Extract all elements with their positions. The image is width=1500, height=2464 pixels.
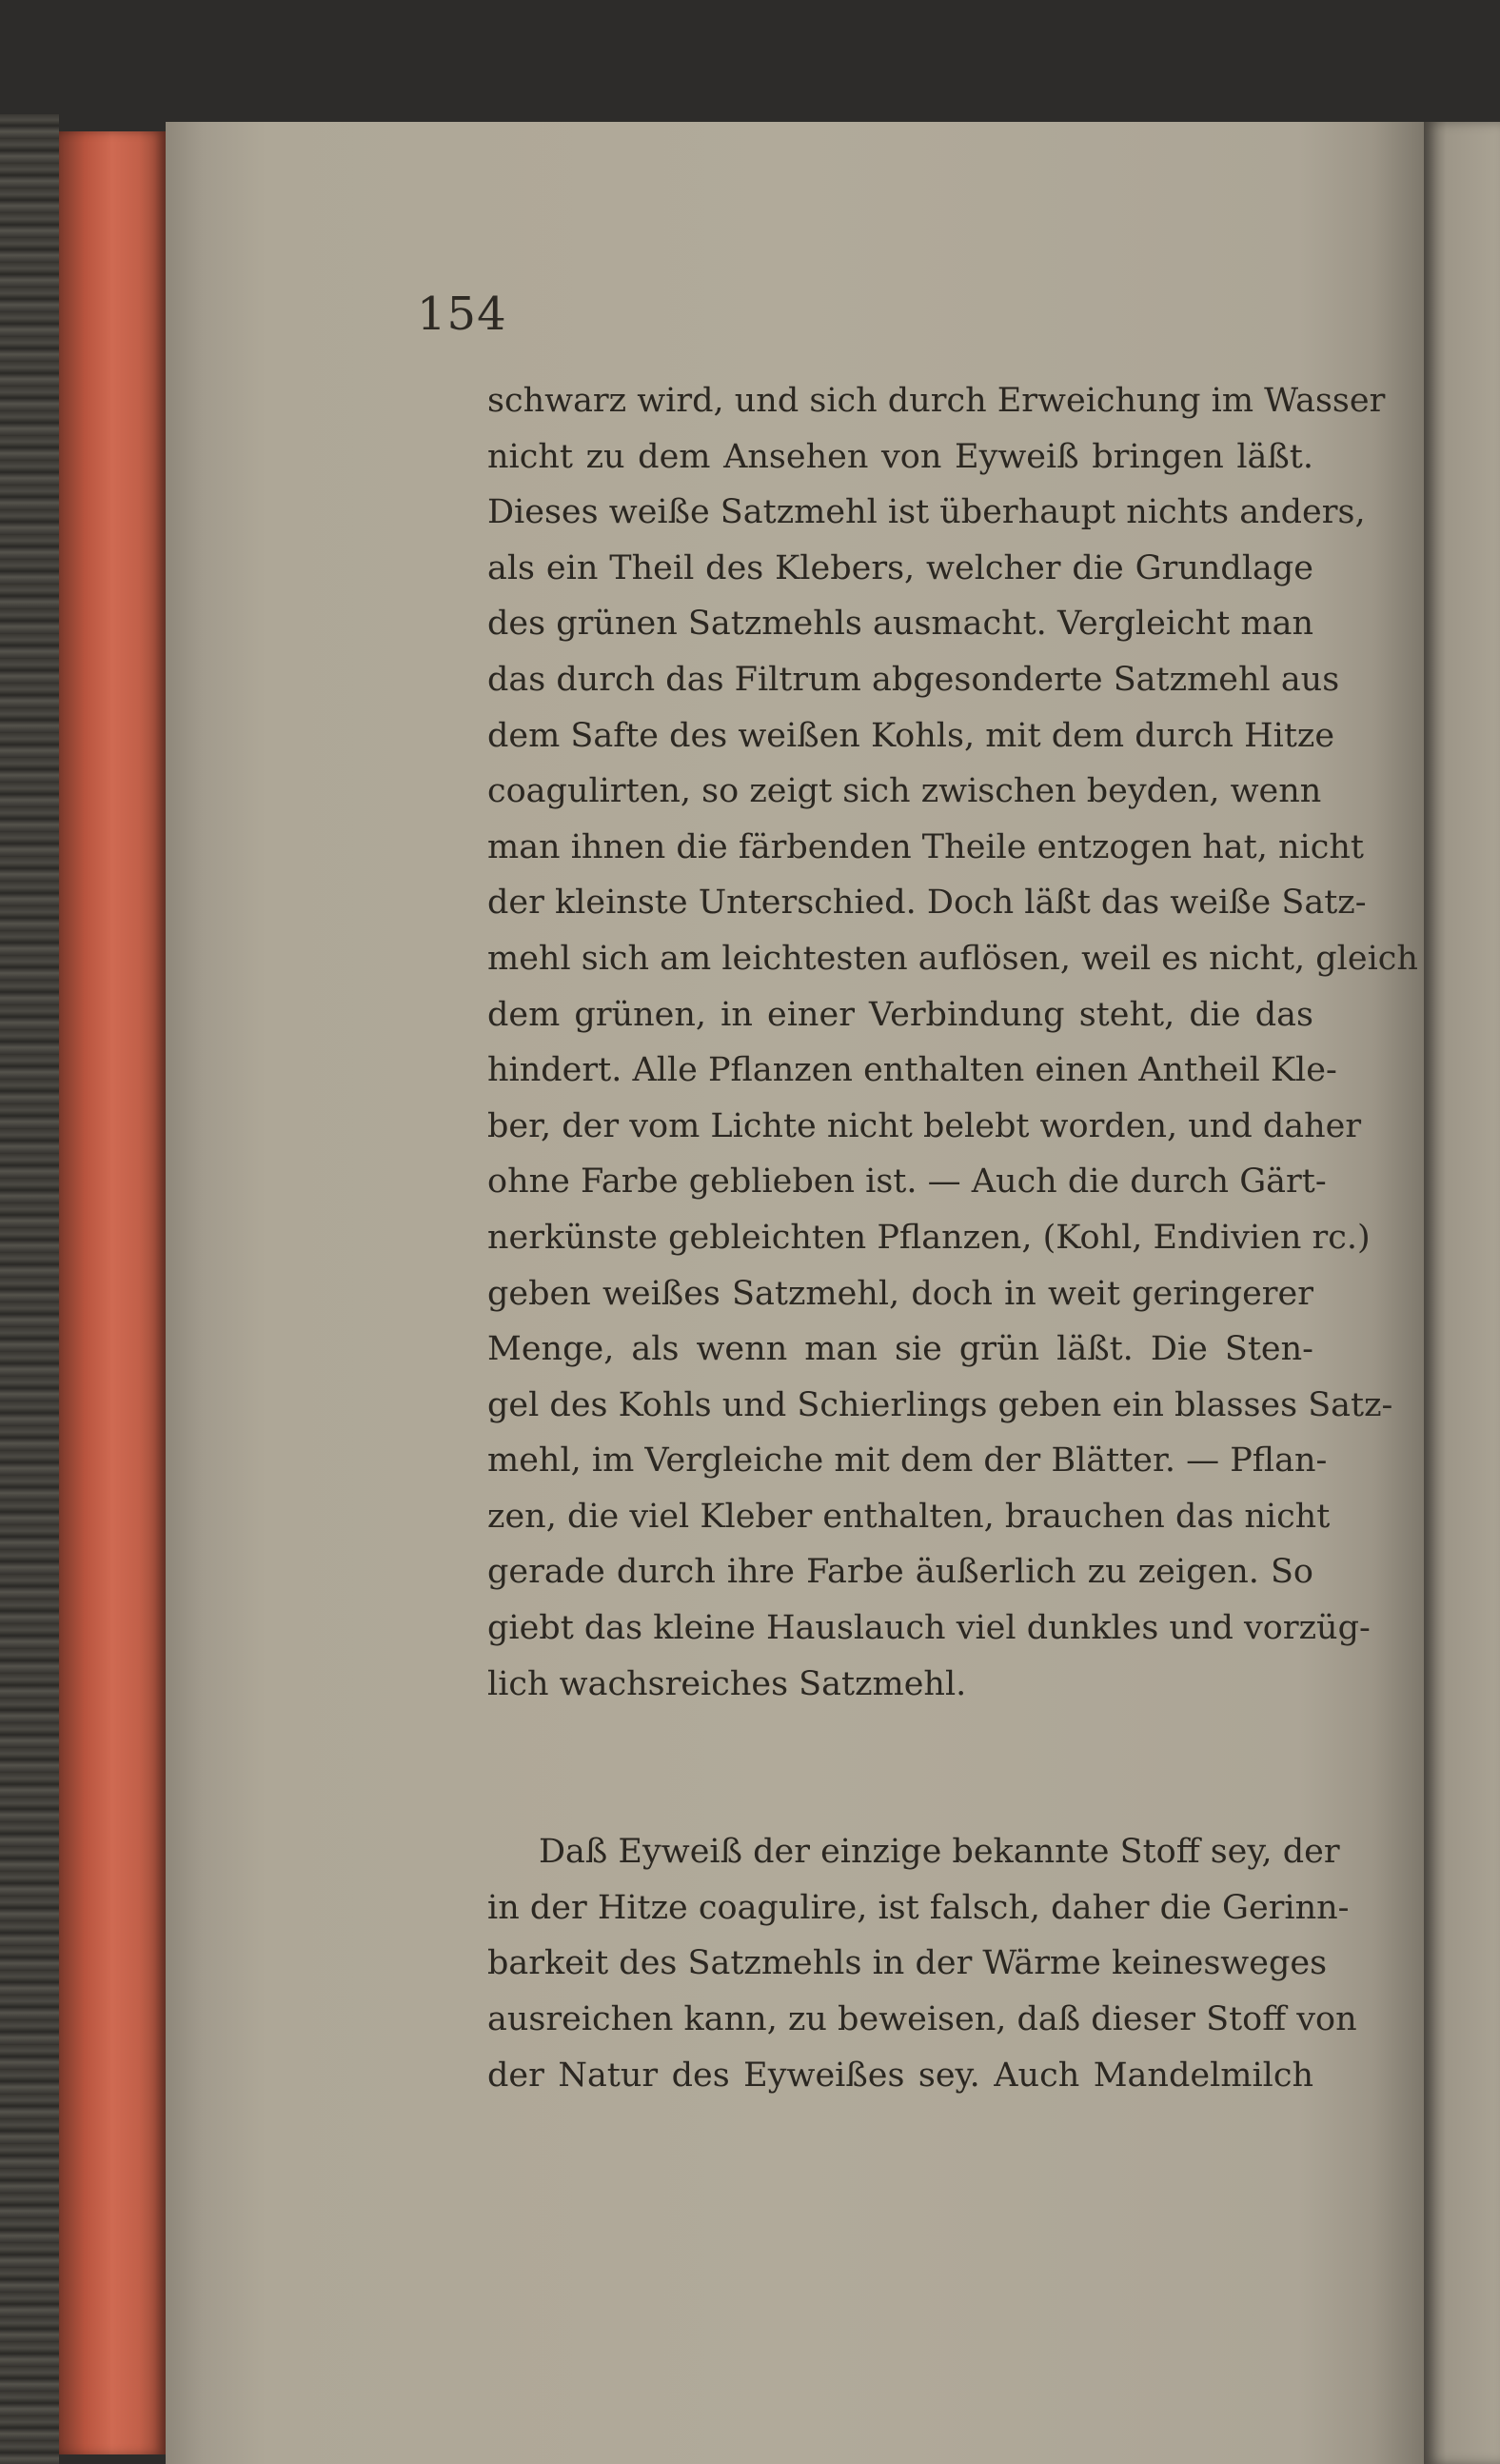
paragraph-1 <box>487 373 1418 1712</box>
text-line: giebt das kleine Hauslauch viel dunkles und vorzüg- <box>487 1609 1371 1648</box>
text-line: der Natur des Eyweißes sey. Auch Mandelmilch <box>487 2056 1313 2095</box>
text-line: gel des Kohls und Schierlings geben ein blasses Satz- <box>487 1385 1393 1424</box>
text-line: man ihnen die färbenden Theile entzogen hat, nicht <box>487 827 1364 866</box>
text-line: gerade durch ihre Farbe äußerlich zu zeigen. So <box>487 1553 1313 1592</box>
text-line: mehl, im Vergleiche mit dem der Blätter. — Pflan- <box>487 1441 1328 1480</box>
text-line: coagulirten, so zeigt sich zwischen beyden, wenn <box>487 772 1322 811</box>
body-text <box>487 373 1418 2103</box>
text-line: dem grünen, in einer Verbindung steht, die das <box>487 995 1313 1034</box>
text-line: mehl sich am leichtesten auflösen, weil es nicht, gleich <box>487 939 1418 978</box>
page-edges <box>59 131 166 2454</box>
paragraph-2 <box>487 1824 1357 2103</box>
text-line: schwarz wird, und sich durch Erweichung im Wasser <box>487 382 1386 420</box>
text-line: als ein Theil des Klebers, welcher die Grundlage <box>487 548 1313 587</box>
text-line: ausreichen kann, zu beweisen, daß dieser Stoff von <box>487 2000 1357 2039</box>
text-line: nerkünste gebleichten Pflanzen, (Kohl, Endivien rc.) <box>487 1218 1371 1257</box>
text-line: der kleinste Unterschied. Doch läßt das weiße Satz- <box>487 884 1367 923</box>
text-line: ber, der vom Lichte nicht belebt worden, und daher <box>487 1106 1362 1145</box>
text-line: ohne Farbe geblieben ist. — Auch die durch Gärt- <box>487 1162 1327 1202</box>
text-line: Dieses weiße Satzmehl ist überhaupt nichts anders, <box>487 493 1366 532</box>
text-line: nicht zu dem Ansehen von Eyweiß bringen läßt. <box>487 437 1313 476</box>
text-line: das durch das Filtrum abgesonderte Satzmehl aus <box>487 660 1340 699</box>
text-line: barkeit des Satzmehls in der Wärme keinesweges <box>487 1944 1328 1983</box>
facing-page-edge <box>1424 122 1500 2464</box>
book-spine <box>0 114 59 2464</box>
text-line: Daß Eyweiß der einzige bekannte Stoff sey, der <box>539 1833 1340 1872</box>
page-number: 154 <box>417 288 507 341</box>
text-line: in der Hitze coagulire, ist falsch, daher die Gerinn- <box>487 1888 1350 1927</box>
text-line: zen, die viel Kleber enthalten, brauchen das nicht <box>487 1497 1331 1536</box>
text-line: des grünen Satzmehls ausmacht. Vergleicht man <box>487 605 1313 644</box>
text-line: geben weißes Satzmehl, doch in weit geringerer <box>487 1274 1313 1313</box>
paragraph-gap <box>487 1712 1313 1824</box>
text-line: dem Safte des weißen Kohls, mit dem durch Hitze <box>487 716 1335 755</box>
text-line: lich wachsreiches Satzmehl. <box>487 1664 967 1703</box>
text-line: hindert. Alle Pflanzen enthalten einen Antheil Kle- <box>487 1051 1337 1090</box>
text-line: Menge, als wenn man sie grün läßt. Die Sten- <box>487 1330 1313 1369</box>
